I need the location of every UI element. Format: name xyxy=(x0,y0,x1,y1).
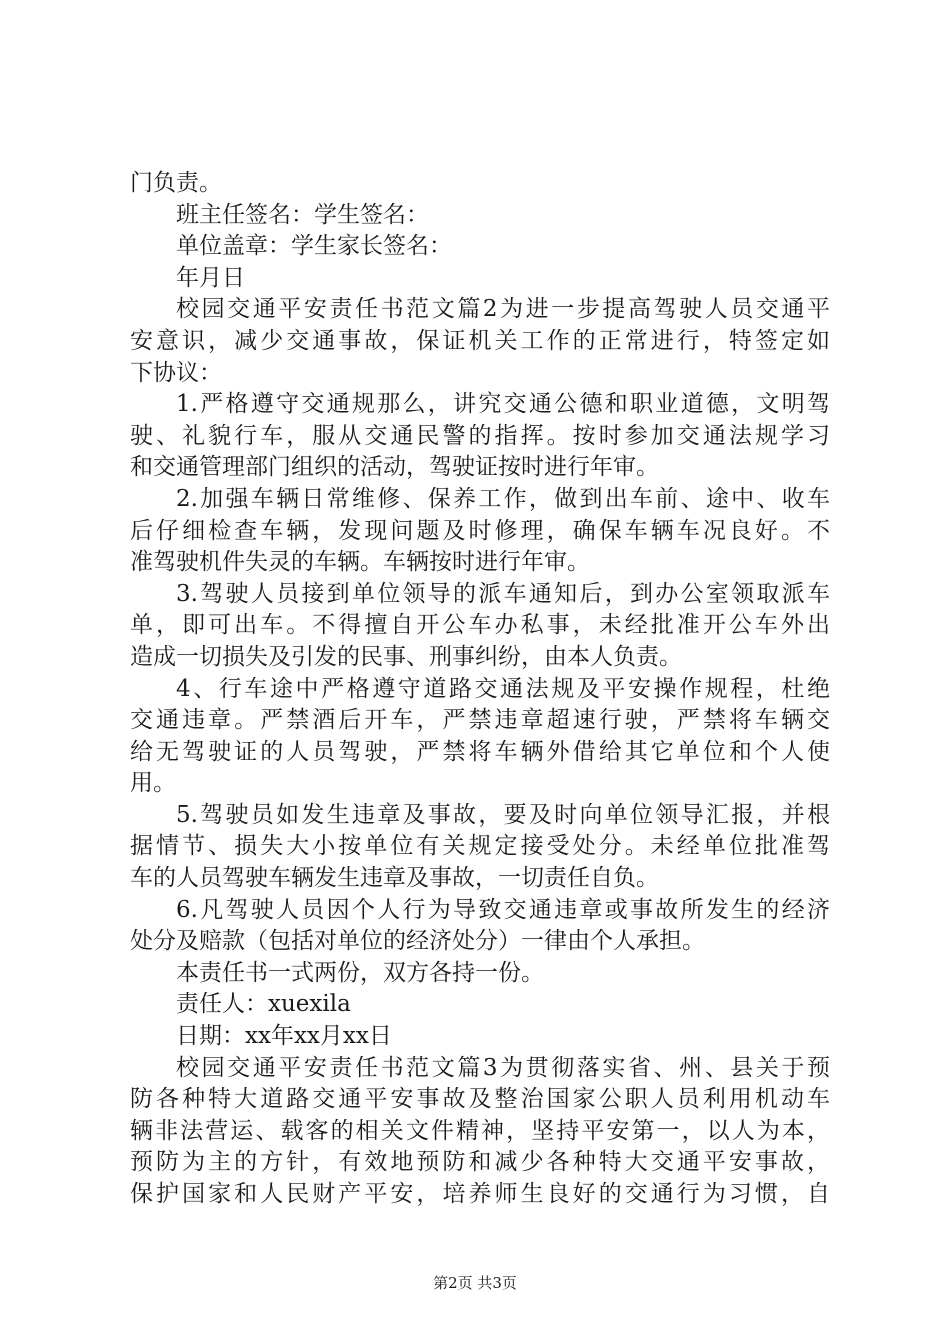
text-line: 辆非法营运、载客的相关文件精神，坚持平安第一，以人为本， xyxy=(130,1117,830,1144)
page-footer: 第2页 共3页 xyxy=(433,1274,517,1292)
text-line: 据情节、损失大小按单位有关规定接受处分。未经单位批准驾 xyxy=(130,833,830,860)
text-line: 5.驾驶员如发生违章及事故，要及时向单位领导汇报，并根 xyxy=(176,801,830,828)
text-line: 单，即可出车。不得擅自开公车办私事，未经批准开公车外出 xyxy=(130,612,830,639)
text-line: 本责任书一式两份，双方各持一份。 xyxy=(176,959,544,986)
text-line: 驶、礼貌行车，服从交通民警的指挥。按时参加交通法规学习 xyxy=(130,422,830,449)
text-line: 车的人员驾驶车辆发生违章及事故，一切责任自负。 xyxy=(130,865,659,892)
text-line: 用。 xyxy=(130,770,176,797)
text-line: 防各种特大道路交通平安事故及整治国家公职人员利用机动车 xyxy=(130,1086,830,1113)
text-line: 班主任签名：学生签名： xyxy=(176,201,429,228)
text-line: 和交通管理部门组织的活动，驾驶证按时进行年审。 xyxy=(130,454,659,481)
text-line: 日期：xx年xx月xx日 xyxy=(176,1023,392,1050)
text-line: 校园交通平安责任书范文篇3为贯彻落实省、州、县关于预 xyxy=(176,1054,830,1081)
document-body xyxy=(130,168,830,1211)
text-line: 交通违章。严禁酒后开车，严禁违章超速行驶，严禁将车辆交 xyxy=(130,707,830,734)
text-line: 预防为主的方针，有效地预防和减少各种特大交通平安事故， xyxy=(130,1149,830,1176)
text-line: 给无驾驶证的人员驾驶，严禁将车辆外借给其它单位和个人使 xyxy=(130,738,830,765)
text-line: 校园交通平安责任书范文篇2为进一步提高驾驶人员交通平 xyxy=(176,296,830,323)
text-line: 门负责。 xyxy=(130,170,222,196)
text-line: 4、行车途中严格遵守道路交通法规及平安操作规程，杜绝 xyxy=(176,675,830,702)
text-line: 后仔细检查车辆，发现问题及时修理，确保车辆车况良好。不 xyxy=(130,517,830,544)
text-line: 年月日 xyxy=(176,264,245,291)
text-line: 1.严格遵守交通规那么，讲究交通公德和职业道德，文明驾 xyxy=(176,391,830,418)
text-line: 3.驾驶人员接到单位领导的派车通知后，到办公室领取派车 xyxy=(176,580,830,607)
text-line: 2.加强车辆日常维修、保养工作，做到出车前、途中、收车 xyxy=(176,485,830,512)
text-line: 责任人：xuexila xyxy=(176,991,351,1018)
text-line: 6.凡驾驶人员因个人行为导致交通违章或事故所发生的经济 xyxy=(176,896,830,923)
text-line: 准驾驶机件失灵的车辆。车辆按时进行年审。 xyxy=(130,549,590,576)
text-line: 下协议： xyxy=(130,359,222,386)
text-line: 单位盖章：学生家长签名： xyxy=(176,233,452,260)
text-line: 安意识，减少交通事故，保证机关工作的正常进行，特签定如 xyxy=(130,327,830,354)
text-line: 保护国家和人民财产平安，培养师生良好的交通行为习惯，自 xyxy=(130,1181,830,1207)
text-line: 造成一切损失及引发的民事、刑事纠纷，由本人负责。 xyxy=(130,643,682,670)
text-line: 处分及赔款（包括对单位的经济处分）一律由个人承担。 xyxy=(130,928,705,955)
